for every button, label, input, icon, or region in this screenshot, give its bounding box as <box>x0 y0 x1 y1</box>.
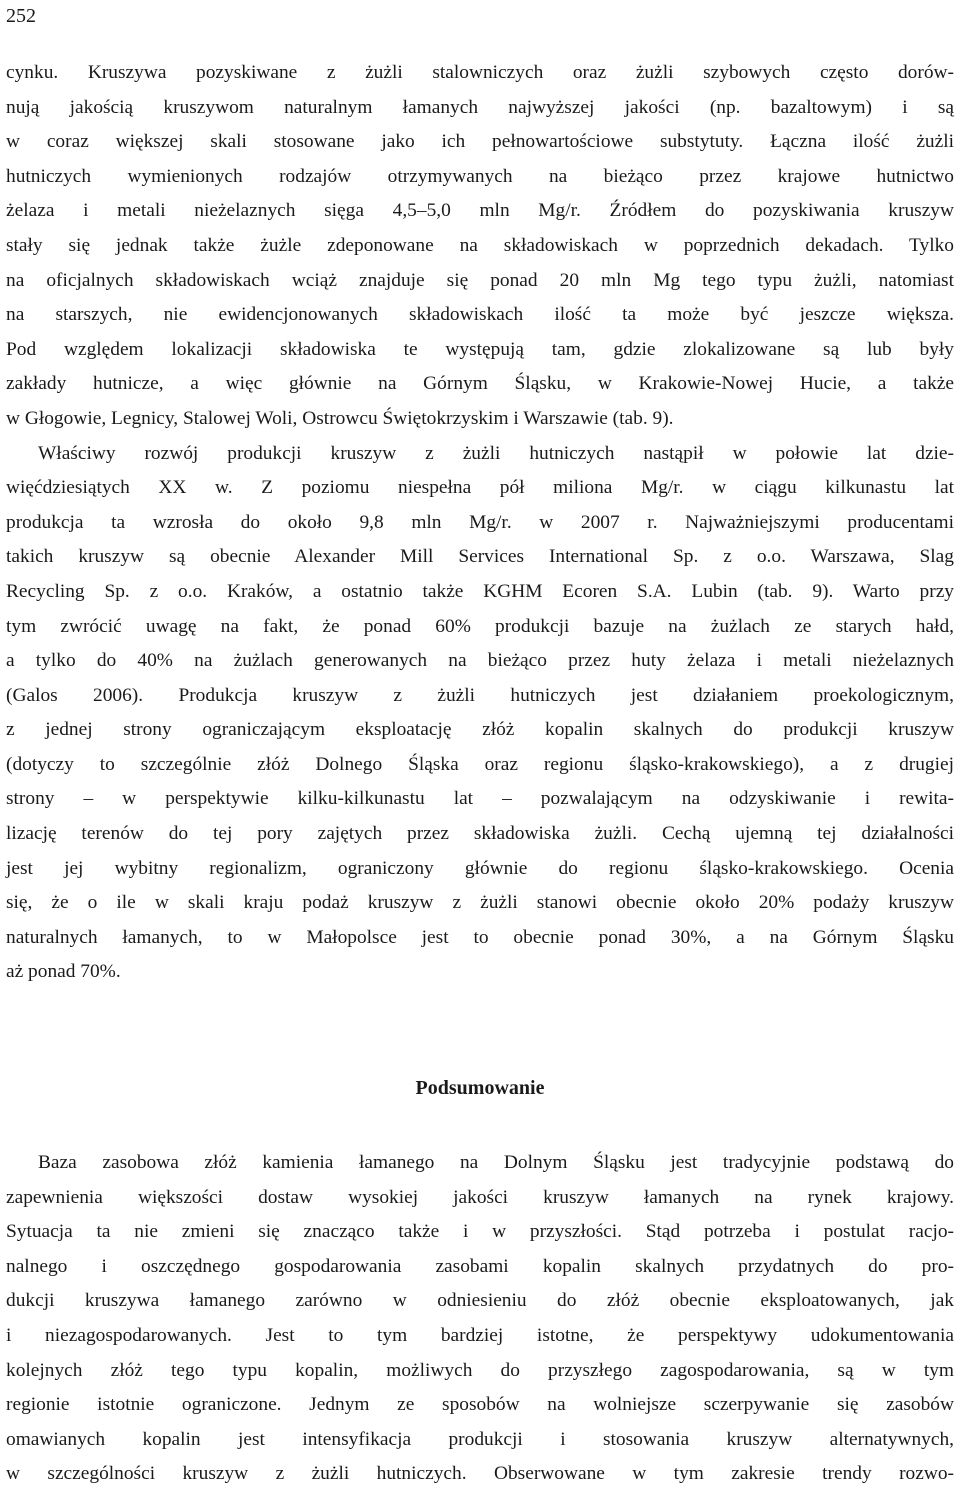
text-line: hutniczych wymienionych rodzajów otrzymywanych na bieżąco przez krajowe hutnictwo <box>6 165 954 187</box>
text-line: strony – w perspektywie kilku-kilkunastu lat – pozwalającym na odzyskiwanie i rewita- <box>6 788 954 810</box>
text-line: i niezagospodarowanych. Jest to tym bardziej istotne, że perspektywy udokumentowania <box>6 1324 954 1346</box>
text-line: produkcja ta wzrosła do około 9,8 mln Mg/r. w 2007 r. Najważniejszymi producentami <box>6 511 954 533</box>
page-number: 252 <box>6 5 36 27</box>
text-line: na starszych, nie ewidencjonowanych składowiskach ilość ta może być jeszcze większa. <box>6 304 954 326</box>
section-heading: Podsumowanie <box>415 1077 545 1099</box>
text-line: żelaza i metali nieżelaznych sięga 4,5–5,0 mln Mg/r. Źródłem do pozyskiwania kruszyw <box>6 200 954 222</box>
text-line: cynku. Kruszywa pozyskiwane z żużli stalowniczych oraz żużli szybowych często dorów- <box>6 62 954 83</box>
text-line: z jednej strony ograniczającym eksploatację złóż kopalin skalnych do produkcji kruszyw <box>6 719 954 741</box>
body-paragraph-2 <box>6 1146 954 1492</box>
text-line: zakłady hutnicze, a więc głównie na Górnym Śląsku, w Krakowie-Nowej Hucie, a także <box>6 373 954 395</box>
text-line: regionie istotnie ograniczone. Jednym ze sposobów na wolniejsze sczerpywanie się zasobów <box>6 1394 954 1416</box>
text-line: w Głogowie, Legnicy, Stalowej Woli, Ostrowcu Świętokrzyskim i Warszawie (tab. 9). <box>6 407 674 429</box>
text-line: w szczególności kruszyw z żużli hutniczych. Obserwowane w tym zakresie trendy rozwo- <box>6 1463 954 1485</box>
text-line: Baza zasobowa złóż kamienia łamanego na Dolnym Śląsku jest tradycyjnie podstawą do <box>38 1152 954 1173</box>
text-line: Pod względem lokalizacji składowiska te występują tam, gdzie zlokalizowane są lub były <box>6 338 954 360</box>
text-line: omawianych kopalin jest intensyfikacja produkcji i stosowania kruszyw alternatywnych, <box>6 1428 954 1450</box>
text-line: (Galos 2006). Produkcja kruszyw z żużli hutniczych jest działaniem proekologicznym, <box>6 684 954 706</box>
text-line: aż ponad 70%. <box>6 961 121 983</box>
text-line: nalnego i oszczędnego gospodarowania zasobami kopalin skalnych przydatnych do pro- <box>6 1255 954 1277</box>
text-line: Sytuacja ta nie zmieni się znacząco także i w przyszłości. Stąd potrzeba i postulat racjo- <box>6 1221 954 1243</box>
text-line: stały się jednak także żużle zdeponowane na składowiskach w poprzednich dekadach. Tylko <box>6 234 954 256</box>
text-line: zapewnienia większości dostaw wysokiej jakości kruszyw łamanych na rynek krajowy. <box>6 1186 954 1208</box>
text-line: więćdziesiątych XX w. Z poziomu niespełna pół miliona Mg/r. w ciągu kilkunastu lat <box>6 477 954 499</box>
text-line: Recycling Sp. z o.o. Kraków, a ostatnio także KGHM Ecoren S.A. Lubin (tab. 9). Warto przy <box>6 580 954 602</box>
text-line: kolejnych złóż tego typu kopalin, możliwych do przyszłego zagospodarowania, są w tym <box>6 1359 954 1381</box>
text-line: takich kruszyw są obecnie Alexander Mill Services International Sp. z o.o. Warszawa, Slag <box>6 546 954 568</box>
text-line: lizację terenów do tej pory zajętych przez składowiska żużli. Cechą ujemną tej działalności <box>6 823 954 845</box>
text-line: tym zwrócić uwagę na fakt, że ponad 60% produkcji bazuje na żużlach ze starych hałd, <box>6 615 954 637</box>
text-line: nują jakością kruszywom naturalnym łamanych najwyższej jakości (np. bazaltowym) i są <box>6 96 954 118</box>
text-line: Właściwy rozwój produkcji kruszyw z żużli hutniczych nastąpił w połowie lat dzie- <box>38 442 954 464</box>
text-line: na oficjalnych składowiskach wciąż znajduje się ponad 20 mln Mg tego typu żużli, natomiast <box>6 269 954 291</box>
text-line: jest jej wybitny regionalizm, ograniczony głównie do regionu śląsko-krakowskiego. Ocenia <box>6 857 954 879</box>
text-line: naturalnych łamanych, to w Małopolsce jest to obecnie ponad 30%, a na Górnym Śląsku <box>6 926 954 948</box>
text-line: a tylko do 40% na żużlach generowanych na bieżąco przez huty żelaza i metali nieżelaznych <box>6 650 954 672</box>
body-paragraph-1 <box>6 56 954 990</box>
text-line: w coraz większej skali stosowane jako ich pełnowartościowe substytuty. Łączna ilość żużli <box>6 131 954 153</box>
text-line: dukcji kruszywa łamanego zarówno w odniesieniu do złóż obecnie eksploatowanych, jak <box>6 1290 954 1312</box>
text-line: się, że o ile w skali kraju podaż kruszyw z żużli stanowi obecnie około 20% podaży kruszyw <box>6 892 954 914</box>
text-line: (dotyczy to szczególnie złóż Dolnego Śląska oraz regionu śląsko-krakowskiego), a z drugiej <box>6 753 954 775</box>
